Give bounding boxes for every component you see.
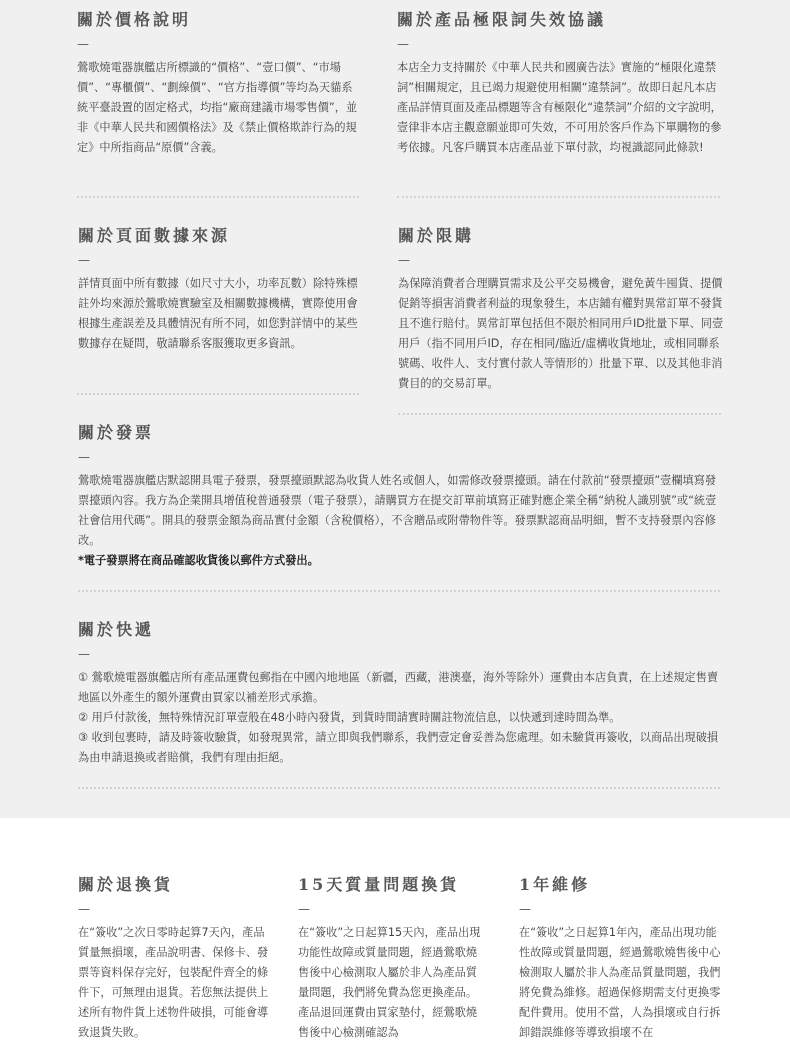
price-text: 鶯歌燒電器旗艦店所標識的“價格”、“壹口價”、“市場價”、“專櫃價”、“劃線價”、“官方指導價”等均為天貓系統平臺設置的固定格式，均指“廠商建議市場零售價”，並非《中華人民共和國價格法》及《禁止價格欺詐行為的規定》中所指商品“原價”含義。 [77,61,358,154]
purchase-limit-text: 為保障消費者合理購買需求及公平交易機會，避免黃牛囤貨、提價促銷等損害消費者利益的現象發生，本店鋪有權對異常訂單不發貨且不進行賠付。異常訂單包括但不限於相同用戶ID批量下單、同壹用戶（指不同用戶ID，存在相同/臨近/虛構收貨地址，或相同聯系號碼、收件人、支付實付款人等情形的）批量下單、以及其他非消費目的的交易訂單。 [398,277,724,390]
returns-text: 在“簽收”之次日零時起算7天內，產品質量無損壞，產品說明書、保修卡、發票等資料保存完好，包裝配件齊全的條件下，可無理由退貨。若您無法提供上述所有物件貨上述物件破損，可能會導致退貨失敗。 [78,926,269,1039]
divider [77,196,359,198]
express-dash: — [78,647,90,661]
exchange-text: 在“簽收”之日起算15天內，產品出現功能性故障或質量問題，經過鶯歌燒售後中心檢測取人屬於非人為產品質量問題，我們將免費為您更換產品。產品退回運費由買家墊付，經鶯歌燒售後中心檢測確認為 [298,926,481,1039]
divider [78,787,720,789]
data-source-title: 關於頁面數據來源 [78,226,231,245]
express-title: 關於快遞 [78,620,155,639]
divider [398,413,721,415]
data-source-dash: — [78,253,90,267]
repair-title: 1年維修 [519,875,591,894]
returns-section [78,875,274,1043]
exchange-dash: — [298,902,310,916]
express-item: ① 鶯歌燒電器旗艦店所有產品運費包郵指在中國內地地區（新疆，西藏，港澳臺，海外等除外）運費由本店負責，在上述規定售賣地區以外產生的額外運費由買家以補差形式承擔。 [78,671,719,704]
invoice-text: 鶯歌燒電器旗艦店默認開具電子發票，發票擡頭默認為收貨人姓名或個人，如需修改發票擡頭。請在付款前“發票擡頭”壹欄填寫發票擡頭內容。我方為企業開具增值稅普通發票（電子發票），請購買方在提交訂單前填寫正確對應企業全稱“納稅人識別號”或“統壹社會信用代碼”。開具的發票金額為商品實付金額（含稅價格），不含贈品或附帶物件等。發票默認商品明細，暫不支持發票內容修改。 [78,474,717,547]
exchange-title: 15天質量問題換貨 [298,875,460,894]
extreme-words-title: 關於產品極限詞失效協議 [397,10,607,29]
invoice-dash: — [78,450,90,464]
price-title: 關於價格說明 [77,10,192,29]
extreme-words-section [397,10,723,158]
divider [77,393,359,395]
divider [397,196,720,198]
exchange-section [298,875,486,1043]
data-source-text: 詳情頁面中所有數據（如尺寸大小，功率瓦數）除特殊標註外均來源於鶯歌燒實驗室及相關數據機構，實際使用會根據生產誤差及具體情況有所不同，如您對詳情中的某些數據存在疑問，敬請聯系客服獲取更多資訊。 [78,277,358,350]
purchase-limit-dash: — [398,253,410,267]
returns-dash: — [78,902,90,916]
express-section [78,620,723,768]
data-source-section [78,226,360,354]
purchase-limit-section [398,226,724,394]
extreme-words-text: 本店全力支持關於《中華人民共和國廣告法》實施的“極限化違禁詞”相關規定，且已竭力規避使用相關“違禁詞”。故即日起凡本店產品詳情頁面及產品標題等含有極限化“違禁詞”介紹的文字說明，壹律非本店主觀意願並即可失效，不可用於客戶作為下單購物的參考依據。凡客戶購買本店產品並下單付款，均視識認同此條款! [397,61,722,154]
extreme-words-dash: — [397,37,409,51]
returns-title: 關於退換貨 [78,875,174,894]
invoice-title: 關於發票 [78,423,155,442]
express-item: ③ 收到包裹時，請及時簽收驗貨，如發現異常，請立即與我們聯系，我們壹定會妥善為您處理。如未驗貨再簽收，以商品出現破損為由申請退換或者賠償，我們有理由拒絕。 [78,731,719,764]
express-list [78,668,723,768]
repair-section [519,875,727,1043]
price-dash: — [77,37,89,51]
purchase-limit-title: 關於限購 [398,226,475,245]
price-section [77,10,362,158]
invoice-section [78,423,723,571]
invoice-note: *電子發票將在商品確認收貨後以郵件方式發出。 [78,554,319,567]
divider [78,590,720,592]
express-item: ② 用戶付款後，無特殊情況訂單壹般在48小時內發貨，到貨時間請實時關註物流信息，以快遞到達時間為準。 [78,711,621,724]
repair-text: 在“簽收”之日起算1年內，產品出現功能性故障或質量問題，經過鶯歌燒售後中心檢測取人屬於非人為產品質量問題，我們將免費為維修。超過保修期需支付更換零配件費用。使用不當，人為損壞或自行拆卸錯誤維修等導致損壞不在 [519,926,721,1039]
repair-dash: — [519,902,531,916]
